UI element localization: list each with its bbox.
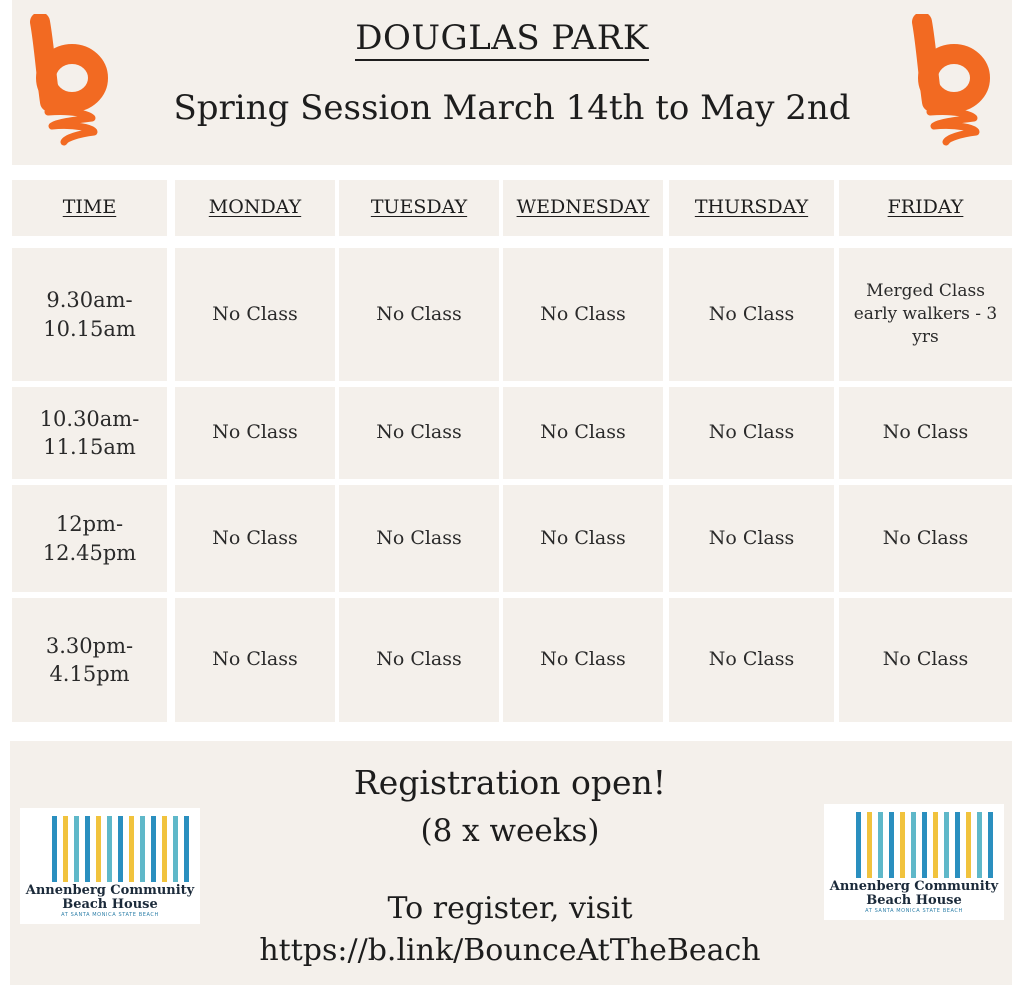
page-title: DOUGLAS PARK [12,18,992,58]
partner-stripe [911,812,916,878]
class-cell-friday [839,248,1012,381]
class-cell-friday [839,485,1012,592]
partner-stripe [118,816,123,882]
column-header-thursday: THURSDAY [669,180,834,236]
class-cell-monday: No Class [175,598,335,722]
column-header-time: TIME [12,180,167,236]
partner-stripe [966,812,971,878]
class-cell-friday [839,387,1012,479]
partner-name-line2: Beach House [866,893,962,908]
register-link[interactable]: https://b.link/BounceAtTheBeach [259,933,761,968]
class-cell-tuesday: No Class [339,598,499,722]
class-cell-monday: No Class [175,387,335,479]
class-cell-tuesday: No Class [339,387,499,479]
class-cell-line: No Class [882,526,969,549]
class-cell-line: No Class [882,421,969,444]
class-cell-wednesday: No Class [503,485,663,592]
registration-duration: (8 x weeks) [420,813,600,849]
partner-stripe [107,816,112,882]
time-slot [12,485,167,592]
time-slot-line: 12.45pm [42,540,137,565]
partner-stripes [52,816,189,882]
partner-stripe [944,812,949,878]
class-cell-tuesday: No Class [339,485,499,592]
column-header-tuesday: TUESDAY [339,180,499,236]
class-cell-thursday: No Class [669,248,834,381]
partner-stripe [933,812,938,878]
partner-stripe [889,812,894,878]
partner-stripe [867,812,872,878]
partner-stripe [900,812,905,878]
partner-stripe [74,816,79,882]
time-slot-line: 4.15pm [49,662,130,686]
partner-stripe [151,816,156,882]
partner-stripe [922,812,927,878]
class-cell-monday: No Class [175,248,335,381]
register-prompt: To register, visit [387,891,633,926]
time-slot-line: 12pm- [55,512,124,537]
time-slot-line: 10.15am [43,316,136,341]
class-cell-friday [839,598,1012,722]
partner-logo [824,804,1004,920]
partner-name-line1: Annenberg Community [25,883,195,898]
column-header-monday: MONDAY [175,180,335,236]
partner-stripe [63,816,68,882]
partner-logo [20,808,200,924]
partner-name-line1: Annenberg Community [829,879,999,894]
partner-stripe [173,816,178,882]
time-slot-line: 9.30am- [46,288,133,313]
partner-stripe [129,816,134,882]
session-dates: Spring Session March 14th to May 2nd [173,88,851,128]
class-cell-tuesday: No Class [339,248,499,381]
time-slot-line: 11.15am [43,435,136,459]
class-cell-line: early walkers - 3 yrs [853,304,998,347]
class-cell-wednesday: No Class [503,248,663,381]
registration-open: Registration open! [353,763,667,802]
partner-name-line2: Beach House [62,897,158,912]
header-panel [12,0,1012,165]
time-slot [12,387,167,479]
partner-stripe [96,816,101,882]
partner-stripe [85,816,90,882]
class-cell-line: No Class [882,648,969,671]
class-cell-wednesday: No Class [503,387,663,479]
time-slot-line: 3.30pm- [45,633,134,658]
partner-stripe [140,816,145,882]
partner-stripe [184,816,189,882]
partner-stripe [955,812,960,878]
partner-stripe [988,812,993,878]
partner-stripe [977,812,982,878]
time-slot [12,248,167,381]
class-cell-monday: No Class [175,485,335,592]
bounce-b-logo-icon [22,14,114,149]
time-slot-line: 10.30am- [39,406,140,431]
class-cell-line: Merged Class [866,281,985,302]
partner-stripe [856,812,861,878]
partner-stripes [856,812,993,878]
class-cell-thursday: No Class [669,598,834,722]
class-cell-wednesday: No Class [503,598,663,722]
class-cell-thursday: No Class [669,485,834,592]
partner-tagline: AT SANTA MONICA STATE BEACH [61,912,159,918]
partner-stripe [52,816,57,882]
partner-stripe [878,812,883,878]
partner-stripe [162,816,167,882]
column-header-friday: FRIDAY [839,180,1012,236]
column-header-wednesday: WEDNESDAY [503,180,663,236]
class-cell-thursday: No Class [669,387,834,479]
partner-tagline: AT SANTA MONICA STATE BEACH [865,908,963,914]
footer-panel [10,741,1012,985]
time-slot [12,598,167,722]
bounce-b-logo-icon [904,14,996,149]
